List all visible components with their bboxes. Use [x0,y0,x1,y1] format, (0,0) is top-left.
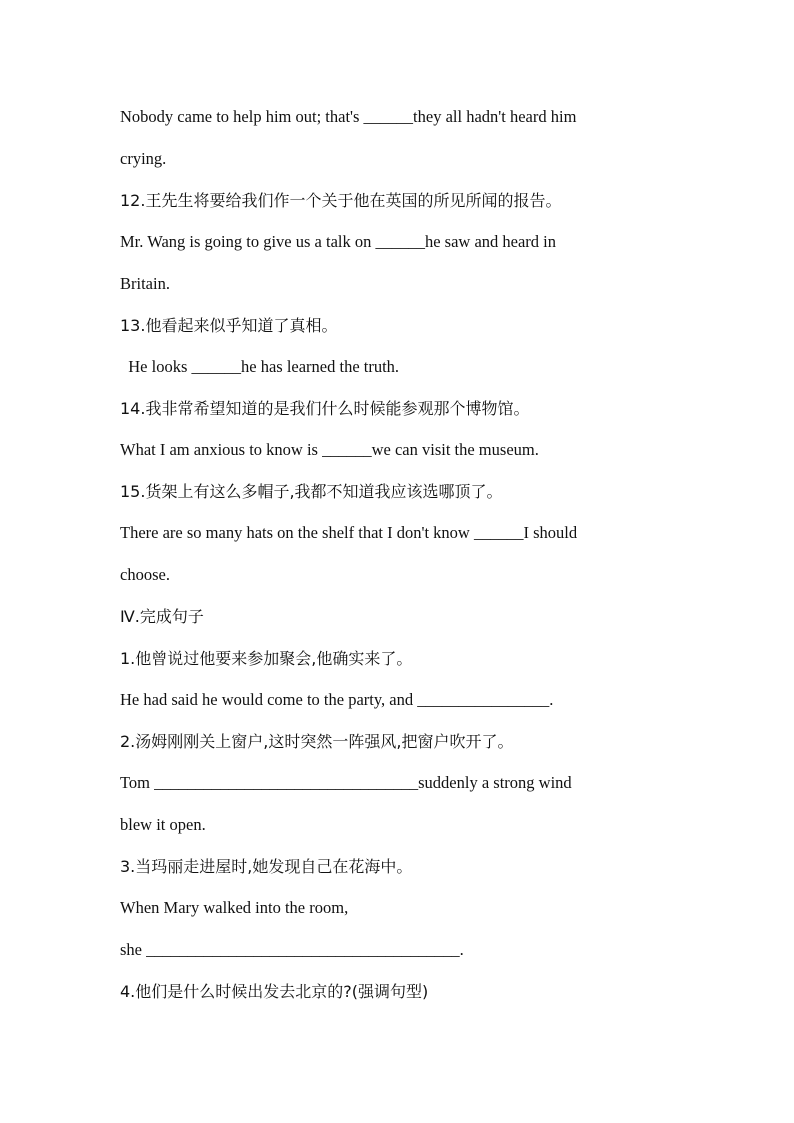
text-line: Britain. [120,274,170,293]
question-14-english: What I am anxious to know is ______we can visit the museum. [120,440,539,459]
question-14-chinese: 14.我非常希望知道的是我们什么时候能参观那个博物馆。 [120,399,530,418]
item-3-english: When Mary walked into the room, [120,898,349,917]
question-15-chinese: 15.货架上有这么多帽子,我都不知道我应该选哪顶了。 [120,482,503,501]
item-3-chinese: 3.当玛丽走进屋时,她发现自己在花海中。 [120,857,413,876]
item-1-chinese: 1.他曾说过他要来参加聚会,他确实来了。 [120,649,413,668]
question-12-chinese: 12.王先生将要给我们作一个关于他在英国的所见所闻的报告。 [120,191,562,210]
item-2-chinese: 2.汤姆刚刚关上窗户,这时突然一阵强风,把窗户吹开了。 [120,732,514,751]
question-15-english: There are so many hats on the shelf that I don't know ______I should [120,523,578,542]
text-line: Nobody came to help him out; that's ______they all hadn't heard him [120,107,577,126]
question-12-english: Mr. Wang is going to give us a talk on ______he saw and heard in [120,232,557,251]
item-4-chinese: 4.他们是什么时候出发去北京的?(强调句型) [120,982,429,1001]
text-line: blew it open. [120,815,206,834]
text-line: crying. [120,149,167,168]
item-2-english: Tom ________________________________suddenly a strong wind [120,773,572,792]
text-line: she ______________________________________. [120,940,464,959]
question-13-chinese: 13.他看起来似乎知道了真相。 [120,316,338,335]
section-heading: Ⅳ.完成句子 [120,607,204,626]
text-line: choose. [120,565,170,584]
question-13-english: He looks ______he has learned the truth. [120,357,400,376]
item-1-english: He had said he would come to the party, and ________________. [120,690,554,709]
